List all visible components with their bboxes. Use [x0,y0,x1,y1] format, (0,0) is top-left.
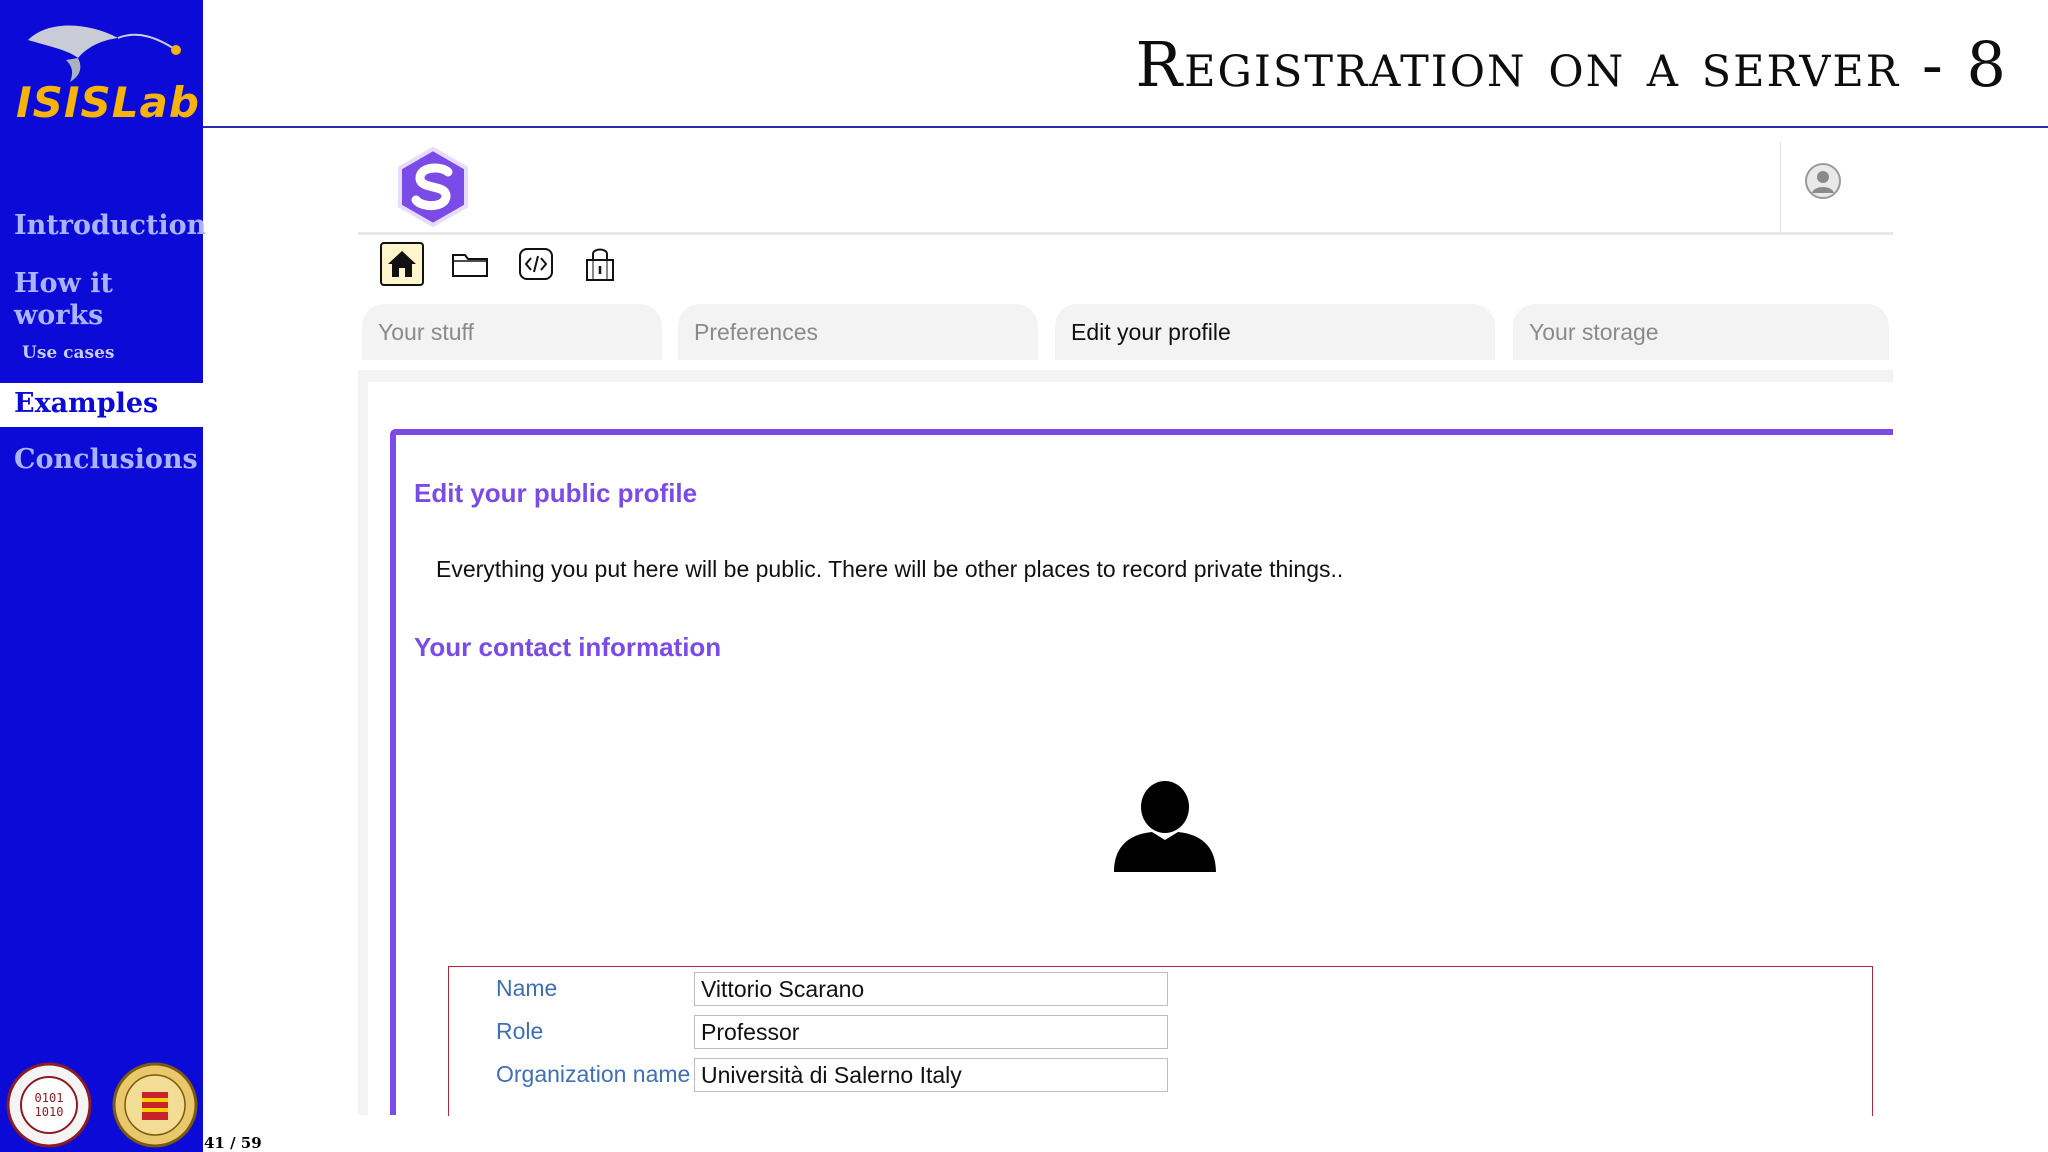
tab-your-stuff[interactable]: Your stuff [362,304,662,360]
folder-icon[interactable] [448,242,492,286]
contact-info-heading: Your contact information [414,632,722,662]
page-number: 41 / 59 [204,1134,262,1152]
isislab-logo-text: ISISLab [16,78,200,127]
public-profile-heading: Edit your public profile [414,478,698,508]
tab-your-storage[interactable]: Your storage [1513,304,1889,360]
user-account-icon[interactable] [1804,162,1842,200]
department-seal-icon [6,1062,92,1148]
public-profile-description: Everything you put here will be public. There will be other places to record private things.. [436,556,1344,582]
university-seal-icon [112,1062,198,1148]
code-icon[interactable] [514,242,558,286]
svg-text:1010: 1010 [34,1105,64,1119]
svg-text:0101: 0101 [34,1091,64,1105]
name-field[interactable]: Vittorio Scarano [694,972,1168,1006]
sidebar-item-how-it-works[interactable]: How it works [14,268,113,331]
lock-icon[interactable] [578,242,622,286]
app-logo-icon[interactable] [392,146,474,228]
sidebar-item-introduction[interactable]: Introduction [14,210,207,241]
header-divider [1780,142,1781,232]
organization-name-field[interactable]: Università di Salerno Italy [694,1058,1168,1092]
profile-avatar-icon[interactable] [1112,778,1218,874]
tab-edit-your-profile[interactable]: Edit your profile [1055,304,1495,360]
role-field[interactable]: Professor [694,1015,1168,1049]
slide-title: Registration on a server - 8 [1135,28,2008,101]
sidebar-item-use-cases[interactable]: Use cases [22,343,115,363]
header-underline [358,232,1893,235]
slide-sidebar [0,0,207,1152]
home-icon[interactable] [380,242,424,286]
role-label: Role [496,1018,544,1044]
sidebar-item-examples[interactable]: Examples [14,388,159,419]
tab-preferences[interactable]: Preferences [678,304,1038,360]
organization-name-label: Organization name [496,1061,691,1087]
title-divider [203,126,2048,128]
name-label: Name [496,975,558,1001]
sidebar-item-conclusions[interactable]: Conclusions [14,444,198,475]
